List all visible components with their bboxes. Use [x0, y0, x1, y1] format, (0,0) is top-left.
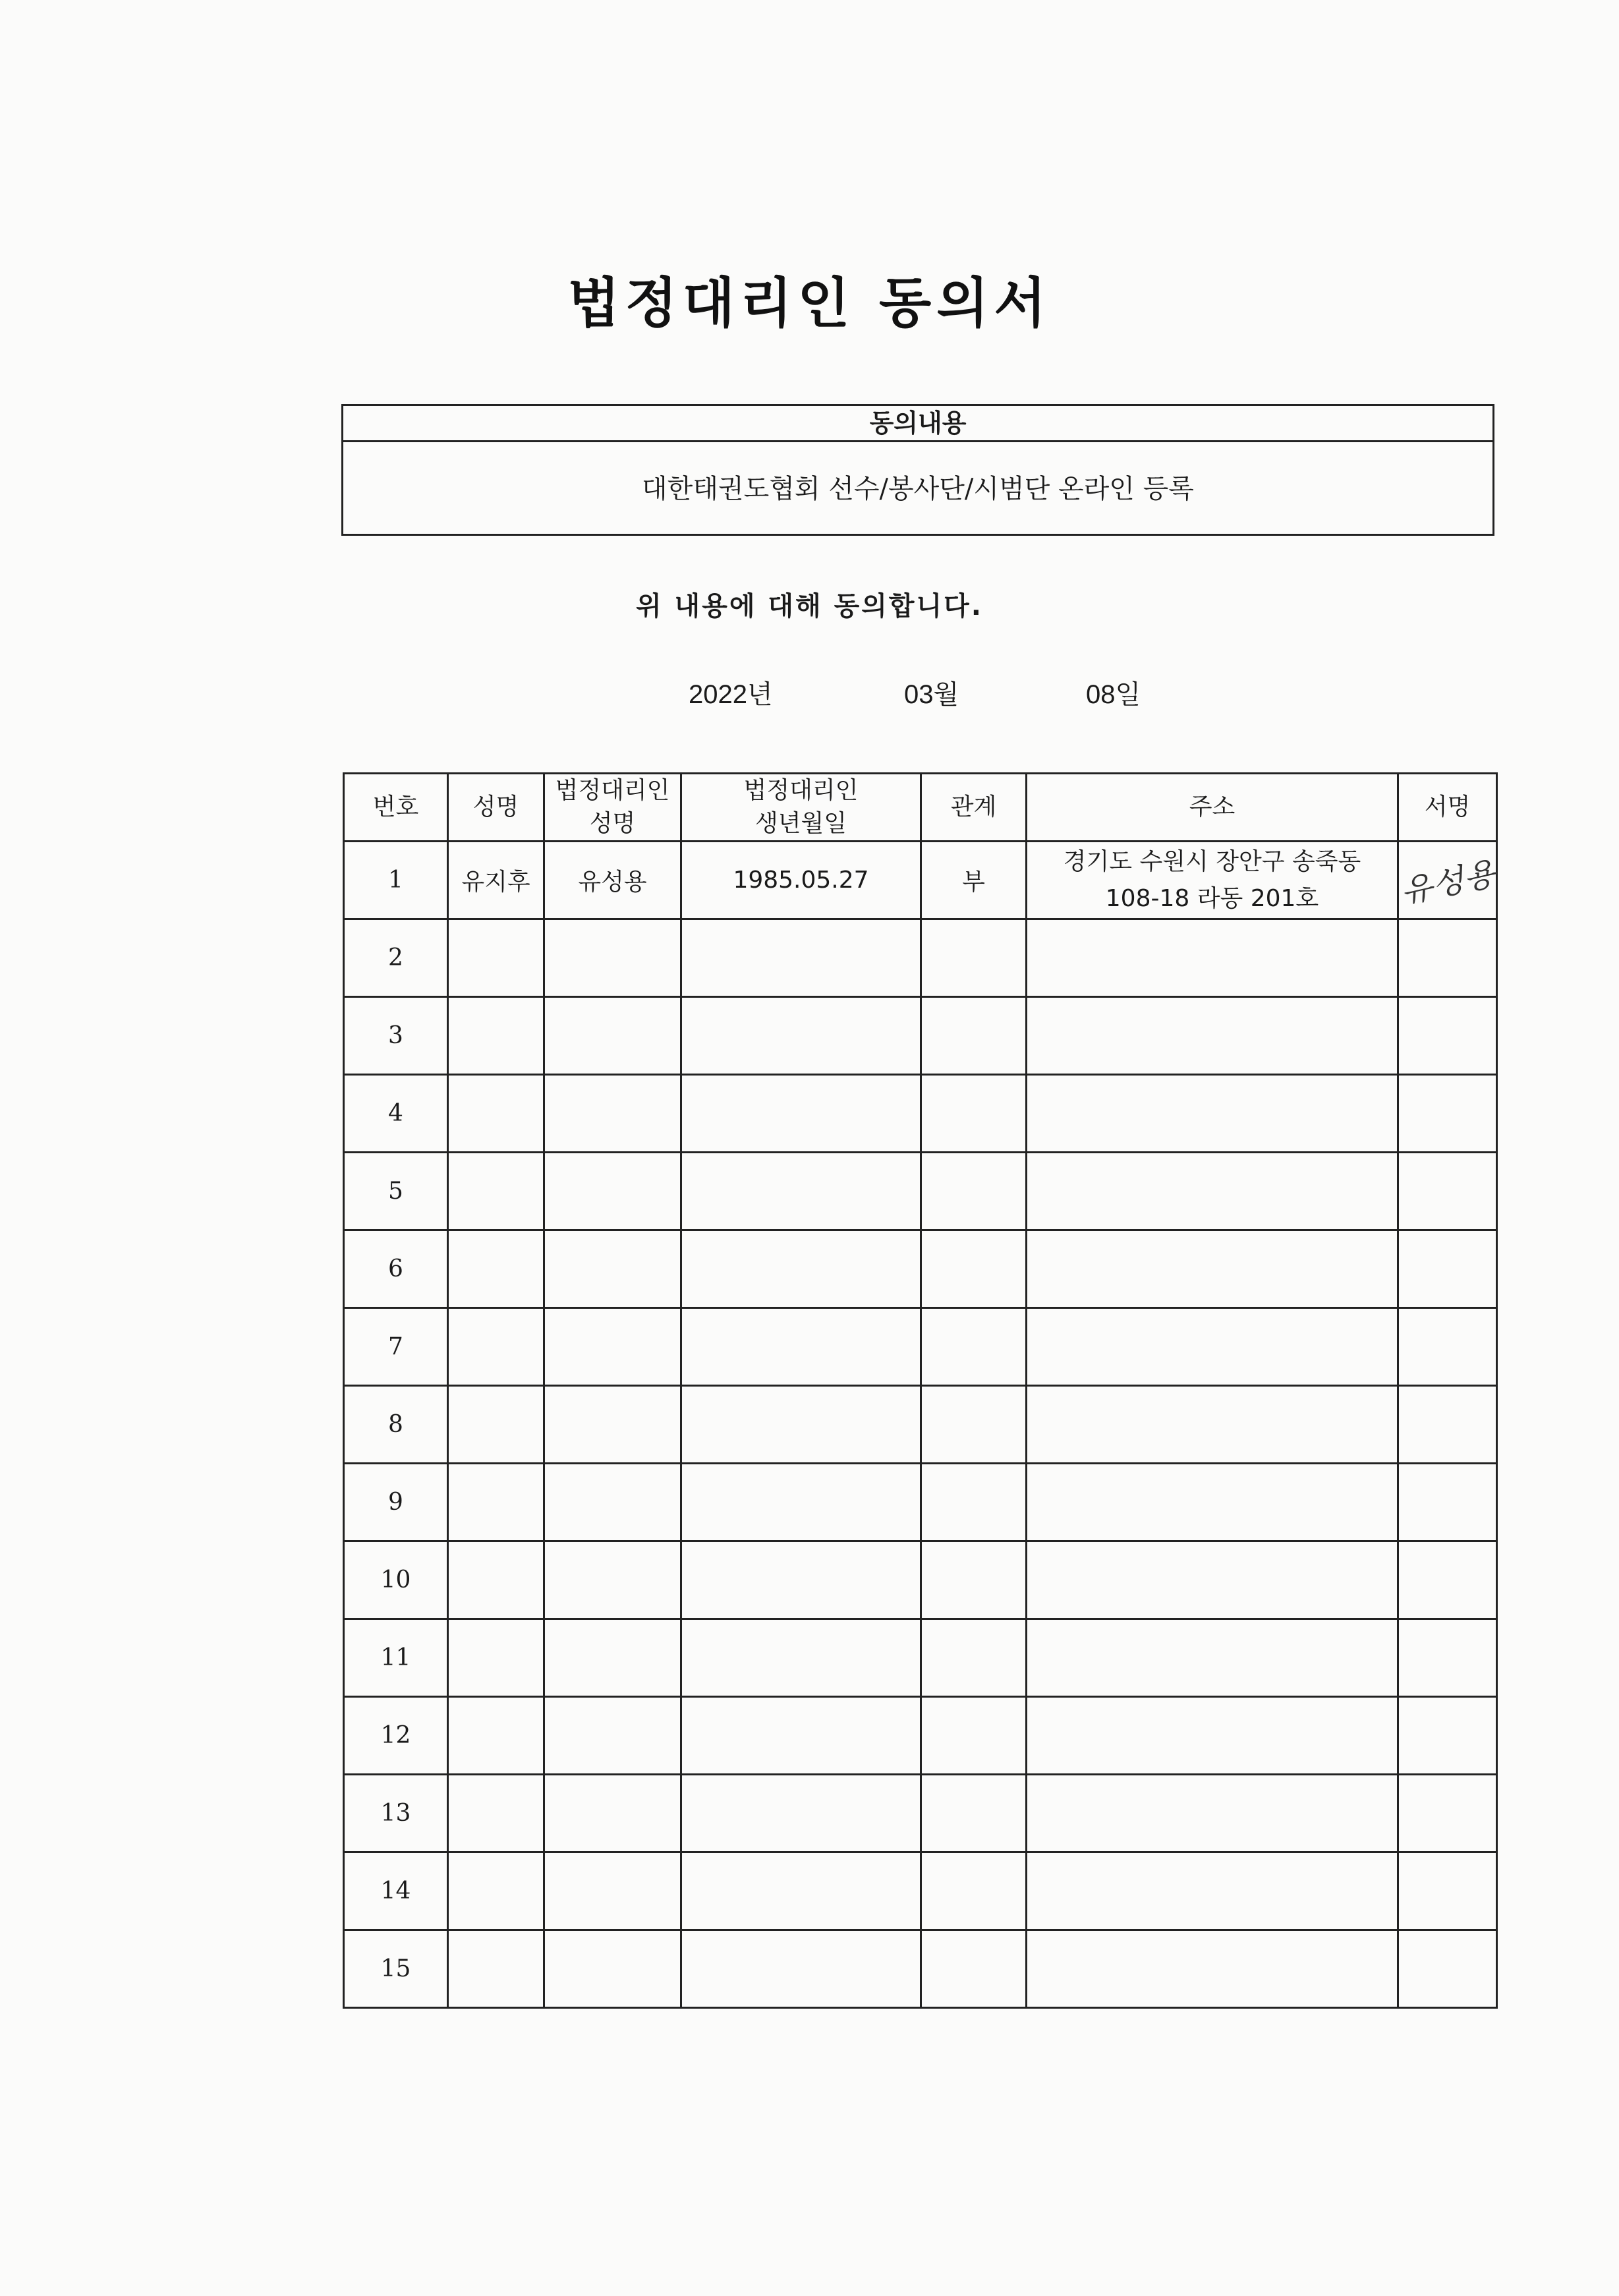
cell-guardian-name	[544, 1153, 681, 1230]
header-address: 주소	[1027, 774, 1398, 842]
cell-guardian-name	[544, 1386, 681, 1464]
cell-relation	[921, 1464, 1027, 1541]
cell-relation	[921, 1230, 1027, 1308]
cell-number: 12	[344, 1697, 448, 1775]
header-guardian-birth	[681, 774, 921, 842]
consent-box	[341, 404, 1494, 536]
cell-address	[1027, 1308, 1398, 1386]
cell-guardian-name	[544, 1541, 681, 1619]
cell-number: 4	[344, 1075, 448, 1153]
cell-address	[1027, 1153, 1398, 1230]
header-guardian-name-line2: 성명	[589, 810, 636, 837]
cell-name	[448, 1697, 544, 1775]
cell-guardian-birth	[681, 1541, 921, 1619]
table-row	[344, 1075, 1497, 1153]
cell-address	[1027, 1619, 1398, 1697]
table-row	[344, 1541, 1497, 1619]
cell-guardian-birth	[681, 1775, 921, 1852]
address-line2: 108-18 라동 201호	[1105, 884, 1319, 912]
cell-guardian-birth	[681, 1697, 921, 1775]
cell-number: 9	[344, 1464, 448, 1541]
cell-guardian-name	[544, 1697, 681, 1775]
cell-signature	[1398, 919, 1497, 997]
header-relation: 관계	[921, 774, 1027, 842]
cell-number: 11	[344, 1619, 448, 1697]
cell-number: 14	[344, 1852, 448, 1930]
table-row	[344, 919, 1497, 997]
cell-name	[448, 1386, 544, 1464]
cell-signature	[1398, 1541, 1497, 1619]
cell-signature	[1398, 1697, 1497, 1775]
cell-guardian-name	[544, 1619, 681, 1697]
cell-number: 13	[344, 1775, 448, 1852]
cell-signature	[1398, 1775, 1497, 1852]
cell-guardian-birth	[681, 1153, 921, 1230]
cell-guardian-birth	[681, 1230, 921, 1308]
cell-name	[448, 1075, 544, 1153]
cell-signature	[1398, 997, 1497, 1075]
cell-relation	[921, 1386, 1027, 1464]
cell-signature	[1398, 1386, 1497, 1464]
cell-relation: 부	[921, 842, 1027, 919]
date-year: 2022년	[689, 680, 773, 709]
cell-guardian-name	[544, 1852, 681, 1930]
cell-relation	[921, 1075, 1027, 1153]
table-row	[344, 1308, 1497, 1386]
cell-guardian-birth	[681, 997, 921, 1075]
cell-address	[1027, 919, 1398, 997]
table-row	[344, 1697, 1497, 1775]
cell-address	[1027, 1075, 1398, 1153]
cell-guardian-birth	[681, 1386, 921, 1464]
cell-relation	[921, 1930, 1027, 2008]
cell-number: 7	[344, 1308, 448, 1386]
header-guardian-birth-line2: 생년월일	[754, 810, 847, 837]
cell-address	[1027, 842, 1398, 919]
cell-guardian-name	[544, 1075, 681, 1153]
cell-relation	[921, 1775, 1027, 1852]
date-day: 08일	[1086, 680, 1141, 709]
cell-guardian-birth	[681, 1464, 921, 1541]
cell-name	[448, 1153, 544, 1230]
header-number: 번호	[344, 774, 448, 842]
cell-name: 유지후	[448, 842, 544, 919]
cell-name	[448, 1230, 544, 1308]
cell-relation	[921, 1308, 1027, 1386]
cell-address	[1027, 1930, 1398, 2008]
cell-name	[448, 919, 544, 997]
cell-relation	[921, 1852, 1027, 1930]
address-line1: 경기도 수원시 장안구 송죽동	[1063, 847, 1361, 875]
table-row	[344, 1619, 1497, 1697]
cell-signature	[1398, 1153, 1497, 1230]
cell-guardian-birth	[681, 1930, 921, 2008]
cell-relation	[921, 1153, 1027, 1230]
cell-name	[448, 1852, 544, 1930]
cell-name	[448, 1464, 544, 1541]
cell-number: 2	[344, 919, 448, 997]
cell-name	[448, 1930, 544, 2008]
consent-header: 동의내용	[343, 406, 1492, 442]
table-row	[344, 1775, 1497, 1852]
header-signature: 서명	[1398, 774, 1497, 842]
header-guardian-name	[544, 774, 681, 842]
agreement-statement: 위 내용에 대해 동의합니다.	[635, 591, 983, 621]
cell-guardian-name	[544, 1464, 681, 1541]
consent-content: 대한태권도협회 선수/봉사단/시범단 온라인 등록	[642, 474, 1194, 504]
cell-number: 5	[344, 1153, 448, 1230]
cell-guardian-birth	[681, 1075, 921, 1153]
cell-signature	[1398, 1230, 1497, 1308]
cell-name	[448, 1619, 544, 1697]
cell-number: 10	[344, 1541, 448, 1619]
cell-relation	[921, 997, 1027, 1075]
cell-signature	[1398, 1619, 1497, 1697]
cell-guardian-name: 유성용	[544, 842, 681, 919]
cell-guardian-name	[544, 1775, 681, 1852]
table-row	[344, 997, 1497, 1075]
cell-address	[1027, 1386, 1398, 1464]
cell-relation	[921, 1541, 1027, 1619]
cell-number: 1	[344, 842, 448, 919]
cell-signature	[1398, 1852, 1497, 1930]
table-row	[344, 1386, 1497, 1464]
cell-relation	[921, 1619, 1027, 1697]
cell-address	[1027, 1852, 1398, 1930]
cell-address	[1027, 1230, 1398, 1308]
cell-number: 3	[344, 997, 448, 1075]
cell-address	[1027, 1775, 1398, 1852]
table-row	[344, 1230, 1497, 1308]
header-name: 성명	[448, 774, 544, 842]
cell-guardian-name	[544, 1230, 681, 1308]
cell-guardian-name	[544, 997, 681, 1075]
cell-relation	[921, 919, 1027, 997]
cell-name	[448, 1308, 544, 1386]
cell-signature	[1398, 1308, 1497, 1386]
cell-name	[448, 1775, 544, 1852]
table-header-row	[344, 774, 1497, 842]
cell-signature	[1398, 842, 1497, 919]
cell-name	[448, 997, 544, 1075]
cell-guardian-birth	[681, 1852, 921, 1930]
cell-signature	[1398, 1930, 1497, 2008]
table-row	[344, 1464, 1497, 1541]
cell-guardian-name	[544, 1308, 681, 1386]
table-row	[344, 842, 1497, 919]
document-title: 법정대리인 동의서	[567, 272, 1052, 335]
cell-address	[1027, 1541, 1398, 1619]
cell-relation	[921, 1697, 1027, 1775]
guardian-table	[343, 772, 1498, 2009]
cell-signature	[1398, 1464, 1497, 1541]
cell-number: 6	[344, 1230, 448, 1308]
table-row	[344, 1930, 1497, 2008]
cell-number: 15	[344, 1930, 448, 2008]
cell-name	[448, 1541, 544, 1619]
handwritten-signature: 유성용	[1397, 855, 1499, 911]
cell-guardian-birth	[681, 1619, 921, 1697]
table-row	[344, 1153, 1497, 1230]
cell-address	[1027, 1464, 1398, 1541]
cell-guardian-birth	[681, 1308, 921, 1386]
header-guardian-birth-line1: 법정대리인	[743, 777, 859, 804]
cell-signature	[1398, 1075, 1497, 1153]
cell-guardian-name	[544, 919, 681, 997]
cell-number: 8	[344, 1386, 448, 1464]
cell-address	[1027, 1697, 1398, 1775]
cell-guardian-name	[544, 1930, 681, 2008]
cell-address	[1027, 997, 1398, 1075]
cell-guardian-birth: 1985.05.27	[681, 842, 921, 919]
date-month: 03월	[904, 680, 959, 709]
table-row	[344, 1852, 1497, 1930]
cell-guardian-birth	[681, 919, 921, 997]
header-guardian-name-line1: 법정대리인	[555, 777, 670, 804]
